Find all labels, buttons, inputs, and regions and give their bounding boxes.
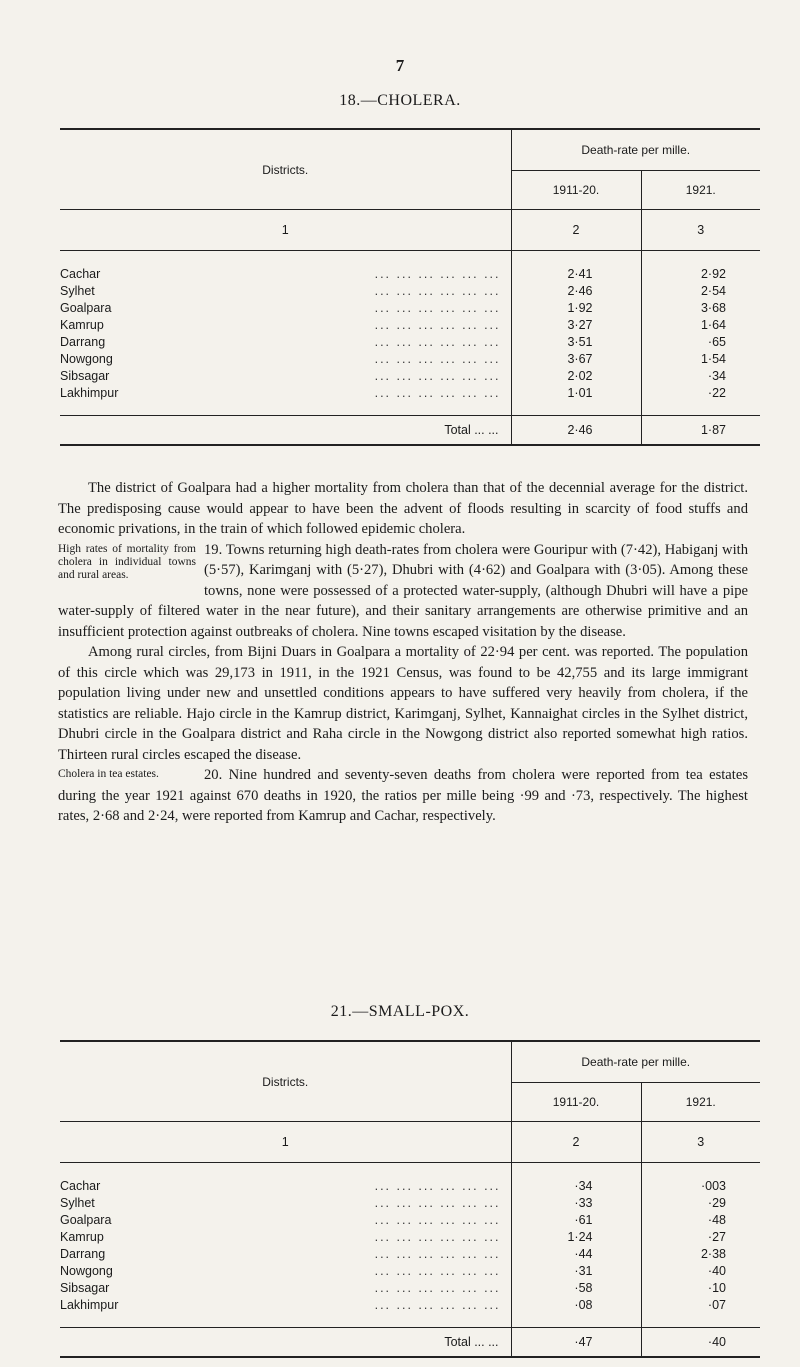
value-1921: 3·68 bbox=[700, 300, 726, 315]
value-1911-20: 1·01 bbox=[511, 384, 641, 401]
small-pox-table bbox=[60, 1040, 760, 1358]
total-1911-20: ·47 bbox=[511, 1328, 641, 1358]
leader-dots: ... ... ... ... ... ... bbox=[374, 334, 501, 349]
leader-dots: ... ... ... ... ... ... bbox=[374, 368, 501, 383]
value-1911-20: 3·51 bbox=[511, 333, 641, 350]
margin-note-tea-estates: Cholera in tea estates. bbox=[58, 768, 159, 780]
district-name: Lakhimpur bbox=[60, 385, 119, 400]
district-name: Darrang bbox=[60, 334, 106, 349]
paragraph-towns: 19. Towns returning high death-rates from cholera were Gouripur with (7·42), Habiganj with (5·57), Karimganj with (5·27), Dhubri with (4·62) and Goalpara with (3·05). Among these towns, none were possessed of a protected water-supply, (although Dhubri will have a pipe water-supply of filtered water in the near future), and their sanitary arrangements are otherwise primitive and an insufficient protection against outbreaks of cholera. Nine towns escaped visitation by the disease. bbox=[58, 541, 748, 640]
col-1921: 1921. bbox=[685, 1095, 716, 1109]
leader-dots: ... ... ... ... ... ... bbox=[374, 266, 501, 281]
district-name: Cachar bbox=[60, 266, 101, 281]
paragraph-goalpara: The district of Goalpara had a higher mortality from cholera than that of the decennial average for the district. The predisposing cause would appear to have been the advent of floods resulting in scarcity of food stuffs and economic privations, in the train of which followed epidemic cholera. bbox=[58, 480, 748, 537]
value-1921: ·34 bbox=[707, 368, 726, 383]
district-name: Kamrup bbox=[60, 1229, 104, 1244]
value-1921: 2·38 bbox=[700, 1246, 726, 1261]
col-num-2: 2 bbox=[511, 1122, 641, 1163]
total-row bbox=[60, 416, 760, 446]
value-1911-20: 2·02 bbox=[511, 367, 641, 384]
table-row bbox=[60, 1245, 760, 1262]
district-name: Kamrup bbox=[60, 317, 104, 332]
col-1911-20: 1911-20. bbox=[511, 1083, 641, 1122]
total-1911-20: 2·46 bbox=[511, 416, 641, 446]
table-row bbox=[60, 1296, 760, 1313]
table-row bbox=[60, 1211, 760, 1228]
total-label: Total ... ... bbox=[60, 416, 511, 446]
leader-dots: ... ... ... ... ... ... bbox=[374, 1195, 501, 1210]
table-row bbox=[60, 384, 760, 401]
cholera-table bbox=[60, 128, 760, 446]
value-1911-20: 3·27 bbox=[511, 316, 641, 333]
total-label: Total ... ... bbox=[60, 1328, 511, 1358]
district-name: Nowgong bbox=[60, 1263, 113, 1278]
col-1921: 1921. bbox=[685, 183, 716, 197]
total-1921: 1·87 bbox=[641, 416, 760, 446]
value-1921: ·40 bbox=[707, 1263, 726, 1278]
value-1921: 2·54 bbox=[700, 283, 726, 298]
value-1911-20: ·58 bbox=[511, 1279, 641, 1296]
table-row bbox=[60, 299, 760, 316]
section-title-small-pox: 21.—SMALL-POX. bbox=[330, 1003, 470, 1020]
value-1911-20: ·61 bbox=[511, 1211, 641, 1228]
district-name: Goalpara bbox=[60, 300, 112, 315]
district-name: Sylhet bbox=[60, 283, 95, 298]
table-row bbox=[60, 1262, 760, 1279]
table-row bbox=[60, 265, 760, 282]
leader-dots: ... ... ... ... ... ... bbox=[374, 1263, 501, 1278]
col-districts: Districts. bbox=[60, 1041, 511, 1122]
district-name: Sylhet bbox=[60, 1195, 95, 1210]
value-1921: 1·64 bbox=[700, 317, 726, 332]
value-1921: ·003 bbox=[700, 1178, 726, 1193]
table-row bbox=[60, 316, 760, 333]
table-row bbox=[60, 1194, 760, 1211]
leader-dots: ... ... ... ... ... ... bbox=[374, 1280, 501, 1295]
table-row bbox=[60, 1177, 760, 1194]
table-row bbox=[60, 282, 760, 299]
col-num-1: 1 bbox=[60, 210, 511, 251]
value-1921: ·22 bbox=[707, 385, 726, 400]
leader-dots: ... ... ... ... ... ... bbox=[374, 300, 501, 315]
value-1911-20: ·34 bbox=[511, 1177, 641, 1194]
leader-dots: ... ... ... ... ... ... bbox=[374, 283, 501, 298]
total-1921: ·40 bbox=[641, 1328, 760, 1358]
district-name: Darrang bbox=[60, 1246, 106, 1261]
col-num-1: 1 bbox=[60, 1122, 511, 1163]
value-1921: 2·92 bbox=[700, 266, 726, 281]
value-1921: ·27 bbox=[707, 1229, 726, 1244]
leader-dots: ... ... ... ... ... ... bbox=[374, 1212, 501, 1227]
col-death-rate: Death-rate per mille. bbox=[511, 1041, 760, 1083]
value-1911-20: ·44 bbox=[511, 1245, 641, 1262]
body-text bbox=[58, 478, 748, 827]
col-num-2: 2 bbox=[511, 210, 641, 251]
value-1911-20: ·33 bbox=[511, 1194, 641, 1211]
leader-dots: ... ... ... ... ... ... bbox=[374, 1229, 501, 1244]
table-row bbox=[60, 333, 760, 350]
value-1911-20: 2·41 bbox=[511, 265, 641, 282]
col-num-3: 3 bbox=[641, 210, 760, 251]
table-row bbox=[60, 1228, 760, 1245]
district-name: Lakhimpur bbox=[60, 1297, 119, 1312]
leader-dots: ... ... ... ... ... ... bbox=[374, 1178, 501, 1193]
paragraph-rural-circles: Among rural circles, from Bijni Duars in Goalpara a mortality of 22·94 per cent. was reported. The population of this circle which was 29,173 in 1911, in the 1921 Census, was found to be 42,755 and its large immigrant population living under new and unsettled conditions appears to have suffered very heavily from cholera, if the statistics are reliable. Hajo circle in the Kamrup district, Karimganj, Sylhet, Kannaighat circles in the Sylhet district, Dhubri circle in the Goalpara district and Raha circle in the Nowgong district also reported somewhat high ratios. Thirteen rural circles escaped the disease. bbox=[58, 644, 748, 763]
value-1911-20: 1·24 bbox=[511, 1228, 641, 1245]
value-1911-20: ·31 bbox=[511, 1262, 641, 1279]
value-1921: ·10 bbox=[707, 1280, 726, 1295]
table-row bbox=[60, 350, 760, 367]
leader-dots: ... ... ... ... ... ... bbox=[374, 1297, 501, 1312]
col-death-rate: Death-rate per mille. bbox=[511, 129, 760, 171]
table-row bbox=[60, 367, 760, 384]
leader-dots: ... ... ... ... ... ... bbox=[374, 1246, 501, 1261]
value-1921: ·48 bbox=[707, 1212, 726, 1227]
page-number: 7 bbox=[395, 56, 405, 75]
value-1911-20: ·08 bbox=[511, 1296, 641, 1313]
value-1921: ·07 bbox=[707, 1297, 726, 1312]
table-row bbox=[60, 1279, 760, 1296]
col-num-3: 3 bbox=[641, 1122, 760, 1163]
col-1911-20: 1911-20. bbox=[511, 171, 641, 210]
leader-dots: ... ... ... ... ... ... bbox=[374, 385, 501, 400]
value-1921: ·65 bbox=[707, 334, 726, 349]
district-name: Sibsagar bbox=[60, 368, 110, 383]
value-1921: 1·54 bbox=[700, 351, 726, 366]
value-1911-20: 1·92 bbox=[511, 299, 641, 316]
value-1921: ·29 bbox=[707, 1195, 726, 1210]
value-1911-20: 3·67 bbox=[511, 350, 641, 367]
section-title-cholera: 18.—CHOLERA. bbox=[339, 92, 461, 109]
margin-note-high-rates: High rates of mortality from cholera in individual towns and rural areas. bbox=[58, 542, 196, 581]
value-1911-20: 2·46 bbox=[511, 282, 641, 299]
leader-dots: ... ... ... ... ... ... bbox=[374, 317, 501, 332]
paragraph-tea-estates: 20. Nine hundred and seventy-seven deaths from cholera were reported from tea estates during the year 1921 against 670 deaths in 1920, the ratios per mille being ·99 and ·73, respectively. The highest rates, 2·68 and 2·24, were reported from Kamrup and Cachar, respectively. bbox=[58, 767, 748, 824]
leader-dots: ... ... ... ... ... ... bbox=[374, 351, 501, 366]
district-name: Nowgong bbox=[60, 351, 113, 366]
district-name: Cachar bbox=[60, 1178, 101, 1193]
district-name: Goalpara bbox=[60, 1212, 112, 1227]
district-name: Sibsagar bbox=[60, 1280, 110, 1295]
col-districts: Districts. bbox=[60, 129, 511, 210]
total-row bbox=[60, 1328, 760, 1358]
